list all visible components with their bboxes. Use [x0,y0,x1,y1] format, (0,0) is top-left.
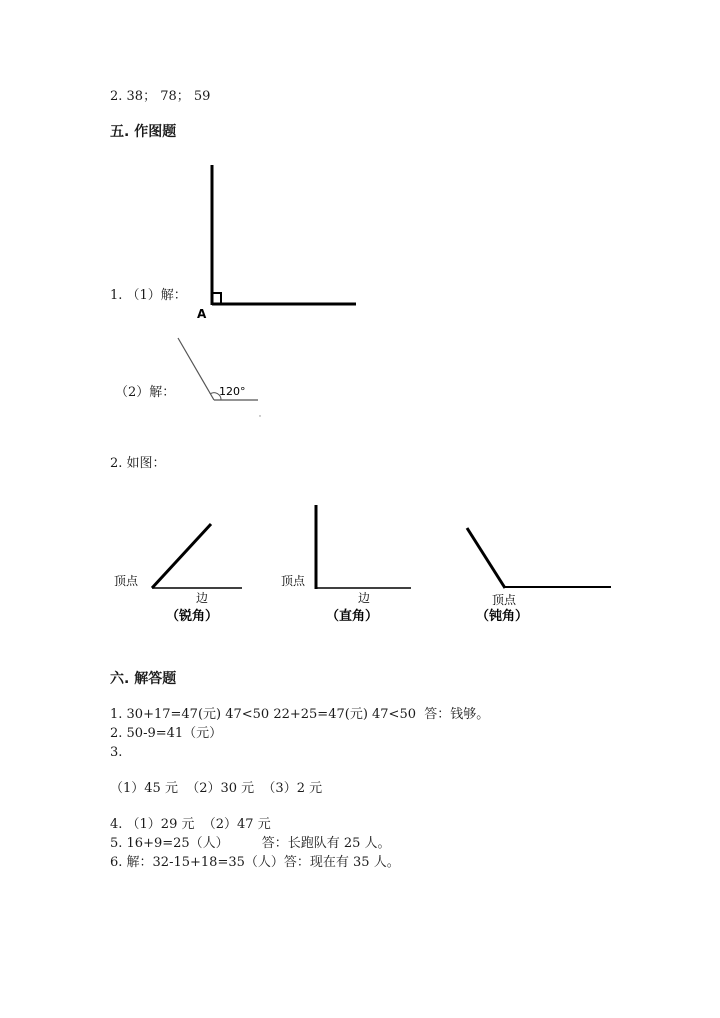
obtuse-angle-figure [467,528,611,624]
right-angle-name: （直角） [326,609,379,624]
q2-label: 2. 如图： [110,456,166,471]
stray-dot [259,415,260,416]
acute-angle-name: （锐角） [166,609,219,624]
answer-line-6-6: 6. 解：32-15+18=35（人）答：现在有 35 人。 [110,855,400,870]
section-six-title: 六. 解答题 [110,671,177,687]
answer-line-6-3: 3. [110,745,123,760]
answer-line-6-1: 1. 30+17=47(元) 47<50 22+25=47(元) 47<50 答：钱够。 [110,707,490,722]
acute-vertex-label: 顶点 [114,574,139,588]
angle-120-drawing [178,338,261,417]
acute-angle-slanted-side [152,524,211,588]
obtuse-vertex-label: 顶点 [492,593,517,607]
answer-line-6-3-parts: （1）45 元 （2）30 元 （3）2 元 [110,781,323,796]
right-vertex-label: 顶点 [281,574,306,588]
acute-side-label: 边 [196,591,209,605]
q1-part2-label: （2）解： [115,385,176,400]
right-angle-figure [281,505,411,624]
answer-line-6-2: 2. 50-9=41（元） [110,726,223,741]
obtuse-angle-name: （钝角） [476,609,529,624]
answer-line-6-4: 4. （1）29 元 （2）47 元 [110,817,271,832]
q1-part1-label: 1. （1）解： [110,288,187,303]
angle-120-slanted-side [178,338,214,400]
angle-120-label: 120° [219,385,246,398]
right-side-label: 边 [358,591,371,605]
right-angle-drawing [197,165,356,321]
point-a-label: A [197,307,207,321]
section-five-title: 五. 作图题 [110,124,177,140]
answer-line-2: 2. 38； 78； 59 [110,89,211,104]
obtuse-angle-slanted-side [467,528,505,588]
answer-line-6-5: 5. 16+9=25（人） 答：长跑队有 25 人。 [110,836,391,851]
acute-angle-figure [114,524,242,624]
